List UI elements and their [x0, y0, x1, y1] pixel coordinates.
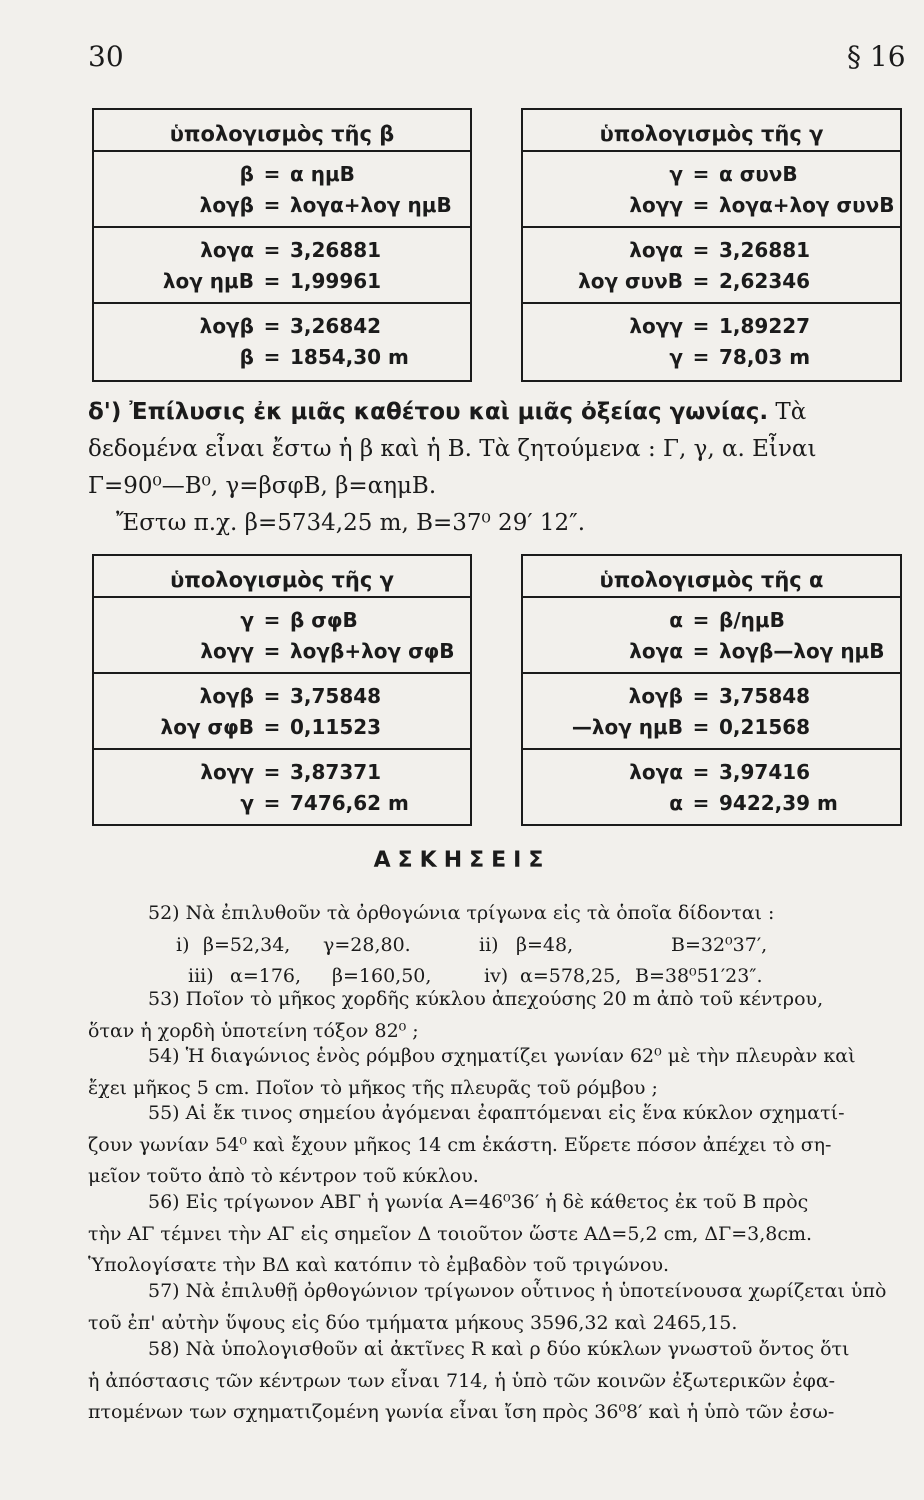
calc-eq: = [263, 161, 281, 186]
calc-rhs: λογα+λογ συνΒ [719, 192, 895, 217]
item-i-label: i) [176, 933, 190, 956]
calc-rhs: 2,62346 [719, 268, 811, 293]
calc-rhs: 3,26881 [719, 237, 811, 262]
calc-eq: = [692, 790, 710, 815]
case-delta-line-3: Γ=90⁰—Β⁰, γ=βσφΒ, β=αημΒ. [88, 473, 437, 499]
exercise-58-line: ἡ ἀπόστασις τῶν κέντρων των εἶναι 714, ἡ ὑπὸ τῶν κοινῶν ἐξωτερικῶν ἐφα- [88, 1369, 836, 1392]
exercise-56 [88, 1187, 908, 1282]
calc-eq: = [692, 759, 710, 784]
calc-rhs: 3,75848 [290, 683, 382, 708]
calc-row [523, 189, 900, 220]
case-delta-line-1 [88, 394, 908, 431]
calc-rhs: α συνΒ [719, 161, 798, 186]
calc-lhs: λογ συνΒ [578, 268, 683, 293]
calc-rhs: 0,21568 [719, 714, 811, 739]
calc-row [94, 756, 470, 787]
calc-row [94, 604, 470, 635]
calc-row [523, 756, 900, 787]
exercise-56-line: Ὑπολογίσατε τὴν ΒΔ καὶ κατόπιν τὸ ἐμβαδὸν τοῦ τριγώνου. [88, 1254, 670, 1276]
calc-box-beta [92, 108, 472, 382]
calc-group [94, 598, 470, 672]
exercise-57 [88, 1276, 908, 1339]
exercise-52-row-1 [88, 930, 908, 962]
calc-eq: = [692, 192, 710, 217]
calc-eq: = [263, 344, 281, 369]
calc-row [94, 234, 470, 265]
calc-row [523, 711, 900, 742]
calc-rhs: λογα+λογ ημΒ [290, 192, 452, 217]
calc-rhs: λογβ+λογ σφΒ [290, 638, 455, 663]
exercise-54-line: ἔχει μῆκος 5 cm. Ποῖον τὸ μῆκος τῆς πλευρᾶς τοῦ ρόμβου ; [88, 1076, 658, 1099]
calc-box-gamma-2 [92, 554, 472, 826]
calc-group [94, 304, 470, 378]
calc-eq: = [263, 759, 281, 784]
calc-lhs: λογγ [629, 192, 683, 217]
calc-row [523, 635, 900, 666]
exercise-57-line: τοῦ ἐπ' αὐτὴν ὕψους εἰς δύο τμήματα μήκους 3596,32 καὶ 2465,15. [88, 1311, 738, 1334]
exercise-58 [88, 1334, 908, 1429]
item-ii-a: β=48, [516, 933, 574, 956]
item-iv-a: α=578,25, [520, 965, 622, 987]
calc-eq: = [263, 313, 281, 338]
calc-group [523, 152, 900, 226]
calc-lhs: λογα [629, 237, 683, 262]
exercise-55-line: μεῖον τοῦτο ἀπὸ τὸ κέντρον τοῦ κύκλου. [88, 1165, 479, 1187]
calc-lhs: λογβ [199, 683, 254, 708]
calc-lhs: α [669, 607, 683, 632]
calc-eq: = [263, 638, 281, 663]
calc-eq: = [692, 237, 710, 262]
page-number: 30 [88, 40, 124, 73]
calc-group [94, 152, 470, 226]
calc-lhs: γ [240, 790, 254, 815]
exercise-54-line: 54) Ἡ διαγώνιος ἑνὸς ρόμβου σχηματίζει γωνίαν 62⁰ μὲ τὴν πλευρὰν καὶ [148, 1045, 856, 1067]
exercise-54 [88, 1041, 908, 1104]
calc-lhs: λογ ημΒ [162, 268, 254, 293]
calc-row [94, 635, 470, 666]
calc-lhs: λογα [629, 638, 683, 663]
calc-eq: = [692, 683, 710, 708]
calc-row [94, 787, 470, 818]
exercise-58-line: 58) Νὰ ὑπολογισθοῦν αἱ ἀκτῖνες R καὶ ρ δύο κύκλων γνωστοῦ ὄντος ὅτι [148, 1338, 850, 1360]
calc-eq: = [263, 790, 281, 815]
calc-row [94, 341, 470, 372]
exercise-53-line: ὅταν ἡ χορδὴ ὑποτείνη τόξον 82⁰ ; [88, 1019, 419, 1042]
calc-row [523, 158, 900, 189]
item-i-b: γ=28,80. [323, 933, 411, 956]
calc-rhs: 78,03 m [719, 344, 811, 369]
calc-lhs: γ [240, 607, 254, 632]
calc-eq: = [692, 268, 710, 293]
calc-row [94, 711, 470, 742]
calc-rhs: β σφΒ [290, 607, 358, 632]
calc-lhs: λογα [200, 237, 254, 262]
calc-lhs: λογ σφΒ [160, 714, 254, 739]
calc-rhs: 3,75848 [719, 683, 811, 708]
exercise-57-line: 57) Νὰ ἐπιλυθῇ ὀρθογώνιον τρίγωνον οὗτινος ἡ ὑποτείνουσα χωρίζεται ὑπὸ [148, 1280, 887, 1302]
calc-row [94, 265, 470, 296]
calc-lhs: λογγ [629, 313, 683, 338]
calc-rhs: 3,87371 [290, 759, 382, 784]
calc-row [94, 189, 470, 220]
case-delta-line-4: Ἔστω π.χ. β=5734,25 m, Β=37⁰ 29′ 12″. [116, 510, 586, 536]
calc-lhs: α [669, 790, 683, 815]
calc-box-title: ὑπολογισμὸς τῆς β [169, 122, 395, 146]
calc-eq: = [692, 638, 710, 663]
item-iii-label: iii) [188, 965, 214, 987]
calc-eq: = [263, 192, 281, 217]
exercise-58-line: πτομένων των σχηματιζομένη γωνία εἶναι ἴση πρὸς 36⁰8′ καὶ ἡ ὑπὸ τῶν ἐσω- [88, 1401, 835, 1423]
exercises-title: ΑΣΚΗΣΕΙΣ [373, 848, 551, 873]
calc-lhs: λογα [629, 759, 683, 784]
item-ii-b: Β=32⁰37′, [671, 933, 768, 956]
calc-rhs: 3,26842 [290, 313, 382, 338]
calc-eq: = [692, 161, 710, 186]
calc-eq: = [692, 714, 710, 739]
calc-lhs: λογβ [199, 313, 254, 338]
calc-rhs: 0,11523 [290, 714, 382, 739]
calc-row [523, 604, 900, 635]
calc-rhs: 1854,30 m [290, 344, 409, 369]
calc-eq: = [692, 344, 710, 369]
calc-row [94, 158, 470, 189]
calc-row [523, 680, 900, 711]
calc-rhs: 3,97416 [719, 759, 811, 784]
item-iii-b: β=160,50, [332, 965, 432, 987]
calc-group [523, 228, 900, 302]
exercise-52 [88, 898, 908, 993]
calc-rhs: 1,99961 [290, 268, 382, 293]
calc-box-title: ὑπολογισμὸς τῆς α [599, 568, 824, 592]
calc-group [523, 750, 900, 824]
calc-group [94, 228, 470, 302]
calc-lhs: —λογ ημΒ [571, 714, 683, 739]
item-iii-a: α=176, [230, 965, 302, 987]
calc-lhs: λογγ [200, 638, 254, 663]
calc-group [523, 674, 900, 748]
calc-box-alpha [521, 554, 902, 826]
calc-lhs: λογγ [200, 759, 254, 784]
calc-group [94, 674, 470, 748]
calc-row [94, 680, 470, 711]
calc-eq: = [263, 714, 281, 739]
exercise-55-line: ζουν γωνίαν 54⁰ καὶ ἔχουν μῆκος 14 cm ἑκάστη. Εὕρετε πόσον ἀπέχει τὸ ση- [88, 1133, 832, 1156]
case-delta-line-2: δεδομένα εἶναι ἔστω ἡ β καὶ ἡ Β. Τὰ ζητούμενα : Γ, γ, α. Εἶναι [88, 436, 817, 462]
calc-rhs: 3,26881 [290, 237, 382, 262]
calc-group [523, 598, 900, 672]
calc-rhs: λογβ—λογ ημΒ [719, 638, 885, 663]
calc-group [94, 750, 470, 824]
exercise-53 [88, 984, 908, 1047]
calc-row [94, 310, 470, 341]
case-delta-line-1-rest: Τὰ [768, 399, 807, 425]
calc-rhs: β/ημΒ [719, 607, 785, 632]
calc-eq: = [263, 268, 281, 293]
calc-row [523, 310, 900, 341]
calc-row [523, 265, 900, 296]
calc-box-gamma-1 [521, 108, 902, 382]
calc-row [523, 787, 900, 818]
calc-lhs: λογβ [199, 192, 254, 217]
calc-lhs: λογβ [628, 683, 683, 708]
calc-rhs: α ημΒ [290, 161, 355, 186]
calc-rhs: 7476,62 m [290, 790, 409, 815]
calc-box-title: ὑπολογισμὸς τῆς γ [599, 122, 824, 146]
calc-row [523, 341, 900, 372]
calc-rhs: 9422,39 m [719, 790, 838, 815]
calc-lhs: β [239, 161, 254, 186]
calc-rhs: 1,89227 [719, 313, 811, 338]
calc-box-title: ὑπολογισμὸς τῆς γ [170, 568, 394, 592]
section-number: § 16 [847, 40, 906, 73]
exercise-55 [88, 1098, 908, 1193]
exercise-55-line: 55) Αἱ ἔκ τινος σημείου ἀγόμεναι ἐφαπτόμεναι εἰς ἕνα κύκλον σχηματί- [148, 1102, 845, 1124]
item-iv-label: iv) [484, 965, 509, 987]
item-ii-label: ii) [479, 933, 499, 956]
exercise-52-line: 52) Νὰ ἐπιλυθοῦν τὰ ὀρθογώνια τρίγωνα εἰς τὰ ὁποῖα δίδονται : [148, 902, 775, 924]
calc-eq: = [692, 313, 710, 338]
item-i-a: β=52,34, [203, 933, 291, 956]
exercise-56-line: τὴν ΑΓ τέμνει τὴν ΑΓ εἰς σημεῖον Δ τοιοῦτον ὥστε ΑΔ=5,2 cm, ΔΓ=3,8cm. [88, 1222, 813, 1245]
case-delta-heading: δ') Ἐπίλυσις ἐκ μιᾶς καθέτου καὶ μιᾶς ὀξείας γωνίας. [88, 399, 769, 425]
exercise-56-line: 56) Εἰς τρίγωνον ΑΒΓ ἡ γωνία Α=46⁰36′ ἡ δὲ κάθετος ἐκ τοῦ Β πρὸς [148, 1191, 809, 1213]
calc-lhs: γ [669, 161, 683, 186]
calc-eq: = [263, 683, 281, 708]
calc-eq: = [263, 607, 281, 632]
calc-eq: = [263, 237, 281, 262]
item-iv-b: Β=38⁰51′23″. [635, 965, 763, 987]
calc-eq: = [692, 607, 710, 632]
calc-lhs: γ [669, 344, 683, 369]
calc-group [523, 304, 900, 378]
case-delta-paragraph [88, 394, 908, 542]
exercise-53-line: 53) Ποῖον τὸ μῆκος χορδῆς κύκλου ἀπεχούσης 20 m ἀπὸ τοῦ κέντρου, [148, 988, 824, 1010]
calc-row [523, 234, 900, 265]
calc-lhs: β [239, 344, 254, 369]
